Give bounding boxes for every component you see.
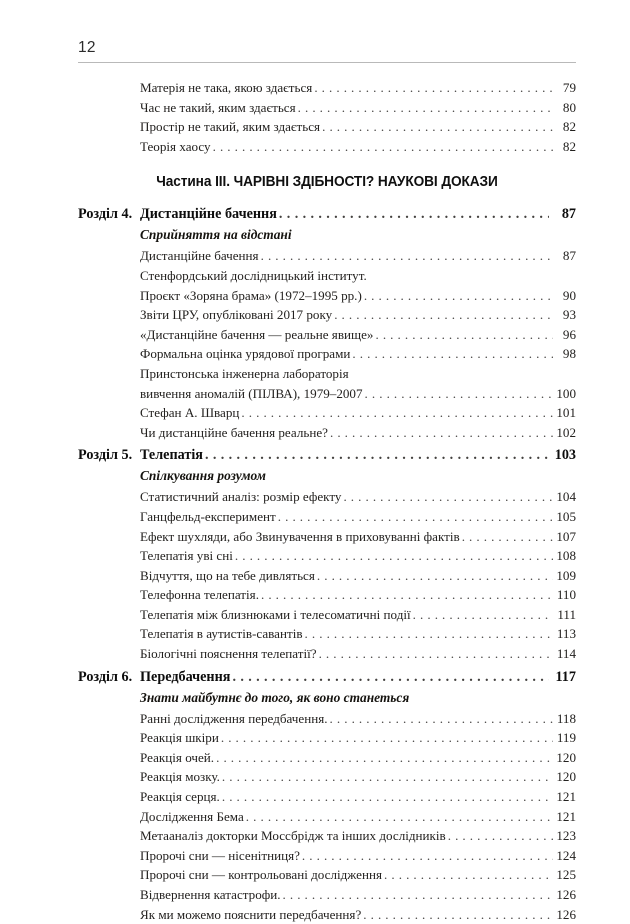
toc-entry-title: Простір не такий, яким здається	[140, 119, 321, 135]
chapter-title-row	[140, 666, 576, 688]
toc-entry-title: Відчуття, що на тебе дивляться	[140, 567, 315, 583]
toc-entry-title: Теорія хаосу	[140, 138, 211, 154]
dot-leader	[305, 624, 553, 644]
chapter-subtitle: Знати майбутнє до того, як воно станеться	[140, 689, 410, 705]
toc-entry-page: 102	[556, 424, 576, 440]
toc-entry-page: 126	[556, 887, 576, 902]
dot-leader	[363, 905, 553, 924]
dot-leader	[330, 423, 553, 443]
toc-entry-page: 107	[556, 528, 576, 544]
toc-entry-page: 98	[562, 346, 576, 362]
toc-entry-row[interactable]	[140, 546, 576, 566]
toc-entry-title: Телепатія між близнюками і телесоматичні події	[140, 606, 411, 622]
dot-leader	[261, 585, 553, 605]
page-number: 12	[78, 39, 96, 56]
toc-entry-row[interactable]	[140, 305, 576, 325]
header-rule	[78, 62, 576, 63]
chapter-page: 103	[554, 447, 576, 464]
toc-entry-page: 125	[556, 867, 576, 883]
toc-entry-page: 80	[562, 99, 576, 115]
toc-entry-page: 111	[557, 606, 576, 622]
toc-entry-row[interactable]	[140, 78, 576, 98]
toc-entry-page: 82	[562, 119, 576, 135]
chapter-block	[78, 203, 576, 442]
chapter-title: Дистанційне бачення	[140, 206, 277, 223]
chapter-label: Розділ 5.	[78, 447, 133, 464]
toc-entry-row[interactable]	[140, 807, 576, 827]
table-of-contents	[78, 78, 576, 924]
toc-entry-row[interactable]	[140, 487, 576, 507]
dot-leader	[384, 865, 553, 885]
toc-entry-wrapped-line: Стенфордський дослідницький інститут.	[140, 267, 367, 283]
toc-entry-row[interactable]	[140, 624, 576, 644]
toc-entry-row[interactable]	[140, 709, 576, 729]
dot-leader	[302, 846, 553, 866]
toc-entry-row[interactable]	[140, 748, 576, 768]
toc-entry-row[interactable]	[140, 767, 576, 787]
chapter-heading-row[interactable]	[78, 666, 576, 688]
toc-entry-title: Звіти ЦРУ, опубліковані 2017 року	[140, 307, 333, 323]
chapter-list	[78, 203, 576, 924]
dot-leader	[205, 444, 549, 466]
chapter-block	[78, 666, 576, 924]
chapter-heading-row[interactable]	[78, 444, 576, 466]
toc-entry-page: 126	[556, 906, 576, 922]
toc-entry-row[interactable]	[140, 507, 576, 527]
toc-entry-row[interactable]	[140, 728, 576, 748]
toc-entry-title: Стефан А. Шварц	[140, 405, 240, 421]
toc-entry-page: 79	[562, 80, 576, 95]
dot-leader	[213, 137, 553, 157]
toc-entry-page: 108	[556, 548, 576, 564]
toc-entry-row[interactable]	[140, 527, 576, 547]
dot-leader	[279, 203, 549, 225]
dot-leader	[322, 117, 553, 137]
toc-entry-page: 113	[556, 626, 576, 642]
toc-entry-page: 123	[556, 828, 576, 844]
toc-entry-page: 121	[556, 789, 576, 805]
toc-entry-title: Відвернення катастрофи.	[140, 887, 281, 902]
dot-leader	[298, 98, 553, 118]
chapter-entries	[78, 246, 576, 442]
toc-entry-page: 93	[562, 307, 576, 323]
toc-entry-page: 100	[556, 385, 576, 401]
chapter-title: Передбачення	[140, 668, 231, 685]
chapter-entries	[78, 709, 576, 924]
toc-entry-row[interactable]	[140, 644, 576, 664]
toc-entry-row[interactable]	[140, 286, 576, 306]
toc-entry-page: 119	[556, 730, 576, 746]
toc-entry-page: 87	[562, 248, 576, 264]
toc-entry-page: 121	[556, 808, 576, 824]
dot-leader	[365, 384, 553, 404]
toc-entry-title: Дослідження Бема	[140, 808, 244, 824]
toc-entry-page: 118	[556, 710, 576, 726]
toc-entry-row[interactable]	[140, 384, 576, 404]
toc-entry-page: 109	[556, 567, 576, 583]
chapter-title-row	[140, 203, 576, 225]
dot-leader	[343, 487, 553, 507]
chapter-label: Розділ 6.	[78, 668, 133, 685]
dot-leader	[222, 767, 553, 787]
toc-entry-row[interactable]	[140, 605, 576, 625]
dot-leader	[261, 246, 553, 266]
toc-entry-title: Пророчі сни — нісенітниця?	[140, 847, 300, 863]
chapter-entries	[78, 487, 576, 663]
toc-entry-row[interactable]	[140, 846, 576, 866]
dot-leader	[246, 807, 553, 827]
toc-entry-title: Час не такий, яким здається	[140, 99, 296, 115]
dot-leader	[352, 344, 553, 364]
toc-entry-row[interactable]	[140, 246, 576, 266]
toc-entry-row[interactable]	[140, 344, 576, 364]
chapter-subtitle: Спілкування розумом	[140, 468, 266, 484]
toc-entry-row[interactable]	[140, 137, 576, 157]
toc-entry-title: Реакція очей.	[140, 749, 215, 765]
dot-leader	[413, 605, 553, 625]
toc-entry-title: Чи дистанційне бачення реальне?	[140, 424, 328, 440]
toc-entry-row[interactable]	[140, 905, 576, 924]
toc-entry-title: Проєкт «Зоряна брама» (1972–1995 рр.)	[140, 287, 362, 303]
toc-entry-title: Реакція серця.	[140, 789, 220, 805]
running-head	[78, 40, 576, 63]
toc-entry-row[interactable]	[140, 117, 576, 137]
dot-leader	[314, 78, 553, 98]
toc-entry-title: Телепатія в аутистів-савантів	[140, 626, 303, 642]
toc-entry-page: 96	[562, 326, 576, 342]
toc-entry-page: 124	[556, 847, 576, 863]
dot-leader	[317, 566, 553, 586]
toc-entry-page: 110	[556, 587, 576, 603]
toc-entry-row[interactable]	[140, 423, 576, 443]
toc-entry-page: 90	[562, 287, 576, 303]
dot-leader	[241, 403, 553, 423]
chapter-page: 117	[555, 668, 576, 685]
toc-entry-page: 120	[556, 769, 576, 785]
dot-leader	[283, 885, 553, 905]
toc-entry-row[interactable]	[140, 826, 576, 846]
toc-entry-row[interactable]	[140, 885, 576, 905]
toc-entry-row[interactable]	[140, 585, 576, 605]
toc-entry-page: 120	[556, 749, 576, 765]
toc-entry-title: «Дистанційне бачення — реальне явище»	[140, 326, 374, 342]
toc-entry-title: Пророчі сни — контрольовані дослідження	[140, 867, 383, 883]
toc-entry-title: Реакція мозку.	[140, 769, 220, 785]
chapter-heading-row[interactable]	[78, 203, 576, 225]
toc-entry-row[interactable]	[140, 865, 576, 885]
toc-entry-row[interactable]	[140, 98, 576, 118]
toc-entry-title: вивчення аномалій (ПІЛВА), 1979–2007	[140, 385, 363, 401]
part-title: Частина III. ЧАРІВНІ ЗДІБНОСТІ? НАУКОВІ ДОКАЗИ	[156, 173, 498, 191]
dot-leader	[462, 527, 553, 547]
dot-leader	[364, 286, 553, 306]
chapter-label: Розділ 4.	[78, 206, 133, 223]
chapter-block	[78, 444, 576, 663]
chapter-title-row	[140, 444, 576, 466]
dot-leader	[216, 748, 553, 768]
toc-entry-title: Ефект шухляди, або Звинувачення в приховуванні фактів	[140, 528, 460, 544]
toc-entry-page: 104	[556, 489, 576, 505]
dot-leader	[448, 826, 553, 846]
chapter-title: Телепатія	[140, 447, 203, 464]
toc-entry-title: Телепатія уві сні	[140, 548, 233, 564]
toc-entry-title: Метааналіз докторки Моссбрідж та інших дослідників	[140, 828, 446, 844]
toc-entry-title: Ранні дослідження передбачення.	[140, 710, 328, 726]
dot-leader	[235, 546, 553, 566]
toc-entry-title: Формальна оцінка урядової програми	[140, 346, 351, 362]
dot-leader	[375, 325, 553, 345]
toc-entry-title: Матерія не така, якою здається	[140, 80, 313, 95]
toc-entry-row[interactable]	[140, 325, 576, 345]
chapter-subtitle: Сприйняття на відстані	[140, 227, 292, 243]
toc-entry-title: Дистанційне бачення	[140, 248, 259, 264]
toc-entry-title: Ганцфельд-експеримент	[140, 508, 276, 524]
toc-entry-page: 82	[562, 138, 576, 154]
toc-entry-page: 101	[556, 405, 576, 421]
toc-entry-row[interactable]	[140, 787, 576, 807]
dot-leader	[278, 507, 553, 527]
dot-leader	[319, 644, 553, 664]
toc-entry-title: Біологічні пояснення телепатії?	[140, 646, 317, 662]
toc-entry-title: Статистичний аналіз: розмір ефекту	[140, 489, 342, 505]
toc-entry-wrapped-line: Принстонська інженерна лабораторія	[140, 365, 349, 381]
toc-entry-title: Телефонна телепатія.	[140, 587, 259, 603]
toc-entry-page: 105	[556, 508, 576, 524]
dot-leader	[232, 666, 549, 688]
toc-entry-page: 114	[556, 646, 576, 662]
toc-entry-row[interactable]	[140, 403, 576, 423]
toc-entry-row[interactable]	[140, 566, 576, 586]
continued-entries-group	[78, 78, 576, 156]
dot-leader	[330, 709, 553, 729]
dot-leader	[221, 728, 553, 748]
toc-entry-title: Реакція шкіри	[140, 730, 219, 746]
dot-leader	[334, 305, 553, 325]
toc-entry-title: Як ми можемо пояснити передбачення?	[140, 906, 362, 922]
chapter-page: 87	[561, 206, 576, 223]
dot-leader	[222, 787, 553, 807]
